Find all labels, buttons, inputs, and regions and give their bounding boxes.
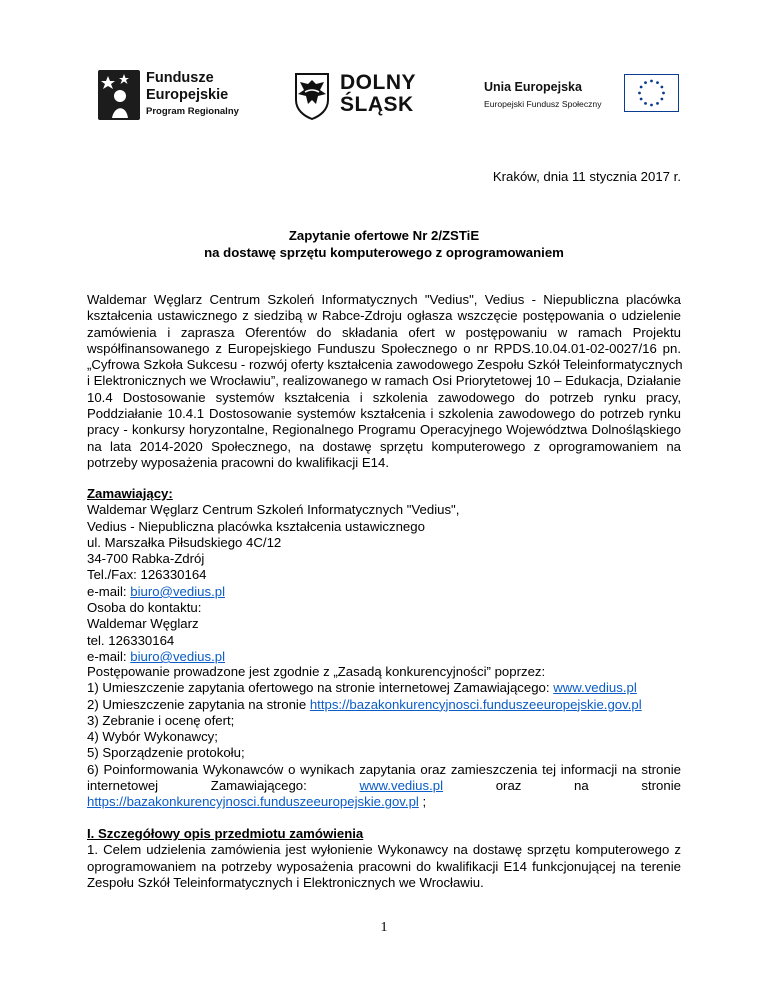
fe-line2: Europejskie [146,87,229,103]
eu-star-icon [656,81,659,84]
unia-europejska-logo [484,74,684,114]
ue-line2: Europejski Fundusz Społeczny [484,99,602,109]
contact-person-label: Osoba do kontaktu: [87,600,202,616]
vedius-link[interactable]: www.vedius.pl [553,680,637,696]
intro-line: 10.4 Dostosowanie systemów kształcenia i szkolenia zawodowego do potrzeb rynku pracy, [87,389,681,405]
item6-word: Zamawiającego: [210,778,307,794]
contact-line: Tel./Fax: 126330164 [87,567,207,583]
eagle-crest-icon [292,70,332,120]
eu-star-icon [656,102,659,105]
fe-line1: Fundusze [146,70,214,86]
intro-line: potrzeby wyposażenia pracowni do kwalifikacji E14. [87,454,389,470]
intro-line: i Elektronicznych we Wrocławiu”, realizowanego w ramach Osi Priorytetowej 10 – Edukacja, Działanie [87,373,681,389]
contact-heading: Zamawiający: [87,486,173,501]
contact-person-tel: tel. 126330164 [87,632,175,648]
procedure-intro: Postępowanie prowadzone jest zgodnie z „Zasadą konkurencyjności” poprzez: [87,664,546,679]
eu-star-icon [638,92,641,95]
procedure-item-2: 2) Umieszczenie zapytania na stronie [87,696,310,712]
fundusze-europejskie-mark-icon [98,70,140,120]
intro-line: współfinansowanego z Europejskiego Funduszu Społecznego o nr RPDS.10.04.01-02-0027/16 pn. [87,340,681,356]
vedius-link-2[interactable]: www.vedius.pl [359,778,444,794]
section-1-line: 1. Celem udzielenia zamówienia jest wyłonienie Wykonawcy na dostawę sprzętu komputerowego z [87,842,681,858]
section-1-line: Zespołu Szkół Teleinformatycznych i Elektronicznych we Wrocławiu. [87,874,484,890]
fundusze-europejskie-logo [98,66,268,124]
contact-line: 34-700 Rabka-Zdrój [87,551,205,567]
eu-star-icon [650,80,653,83]
email-link[interactable]: biuro@vedius.pl [130,583,225,599]
baza-konkurencyjnosci-link[interactable]: https://bazakonkurencyjnosci.funduszeeuropejskie.gov.pl [309,696,642,712]
intro-line: Waldemar Węglarz Centrum Szkoleń Informatycznych "Vedius", Vedius - Niepubliczna placówka [87,292,681,307]
intro-line: kształcenia ustawicznego z siedzibą w Rabce-Zdroju ogłasza wszczęcie postępowania o udzielenie [87,308,681,324]
procedure-item-5: 5) Sporządzenie protokołu; [87,745,245,761]
ue-line1: Unia Europejska [484,80,582,94]
email-label: e-mail: [87,583,131,599]
section-1 [87,826,681,891]
procedure-block [87,664,681,811]
ds-line2: ŚLĄSK [340,93,414,116]
document-title: Zapytanie ofertowe Nr 2/ZSTiE [288,228,480,243]
intro-line: „Cyfrowa Szkoła Sukcesu - rozwój oferty kształcenia zawodowego Zespołu Szkół Teleinformatycznych [87,357,683,373]
procedure-item-4: 4) Wybór Wykonawcy; [87,729,218,745]
contact-person-name: Waldemar Węglarz [87,616,199,632]
header-logos [0,60,768,130]
item6-word: na [574,778,589,794]
fe-line3: Program Regionalny [146,106,239,117]
ds-line1: DOLNY [340,71,416,94]
eu-star-icon [644,81,647,84]
document-subtitle: na dostawę sprzętu komputerowego z oprogramowaniem [204,245,564,260]
section-1-heading: I. Szczegółowy opis przedmiotu zamówienia [87,826,364,841]
procedure-item-3: 3) Zebranie i ocenę ofert; [87,712,235,728]
intro-line: Poddziałanie 10.4.1 Dostosowanie systemów kształcenia i szkolenia zawodowego do potrzeb rynku [87,406,681,422]
item6-end: ; [418,794,427,810]
dolny-slask-logo [292,70,432,120]
baza-konkurencyjnosci-link-2[interactable]: https://bazakonkurencyjnosci.funduszeeuropejskie.gov.pl [87,794,419,810]
intro-line: zamówienia i zaprasza Oferentów do składania ofert w postępowaniu w ramach Projektu [87,324,681,340]
eu-star-icon [662,92,665,95]
eu-star-icon [640,86,643,89]
document-date: Kraków, dnia 11 stycznia 2017 r. [492,169,681,184]
contact-block [87,486,681,665]
item6-word: oraz [495,778,522,794]
eu-flag-icon [624,74,679,112]
eu-star-icon [650,104,653,107]
eu-star-icon [640,98,643,101]
intro-line: na lata 2014-2020 Społecznego, na dostawę sprzętu komputerowego z oprogramowaniem na [87,438,681,454]
contact-line: Vedius - Niepubliczna placówka kształcenia ustawicznego [87,518,425,534]
person-email-link[interactable]: biuro@vedius.pl [130,648,225,664]
eu-star-icon [660,98,663,101]
item6-word: internetowej [87,778,159,794]
item6-word: stronie [641,778,681,794]
eu-star-icon [660,86,663,89]
page-number: 1 [380,920,388,935]
section-1-line: oprogramowaniem na potrzeby wyposażenia pracowni do kwalifikacji E14 funkcjonującej na terenie [87,858,681,874]
contact-line: ul. Marszałka Piłsudskiego 4C/12 [87,534,282,550]
contact-line: Waldemar Węglarz Centrum Szkoleń Informatycznych "Vedius", [87,502,460,518]
procedure-item-6-cont [87,778,681,794]
procedure-item-1: 1) Umieszczenie zapytania ofertowego na stronie internetowej Zamawiającego: [87,680,554,696]
intro-line: pracy - konkursy horyzontalne, Regionalnego Programu Operacyjnego Województwa Dolnośląskiego [87,422,681,438]
intro-paragraph [87,292,681,471]
eu-star-icon [644,102,647,105]
person-email-label: e-mail: [87,648,131,664]
procedure-item-6: 6) Poinformowania Wykonawców o wynikach zapytania oraz zamieszczenia tej informacji na stronie [87,761,681,777]
